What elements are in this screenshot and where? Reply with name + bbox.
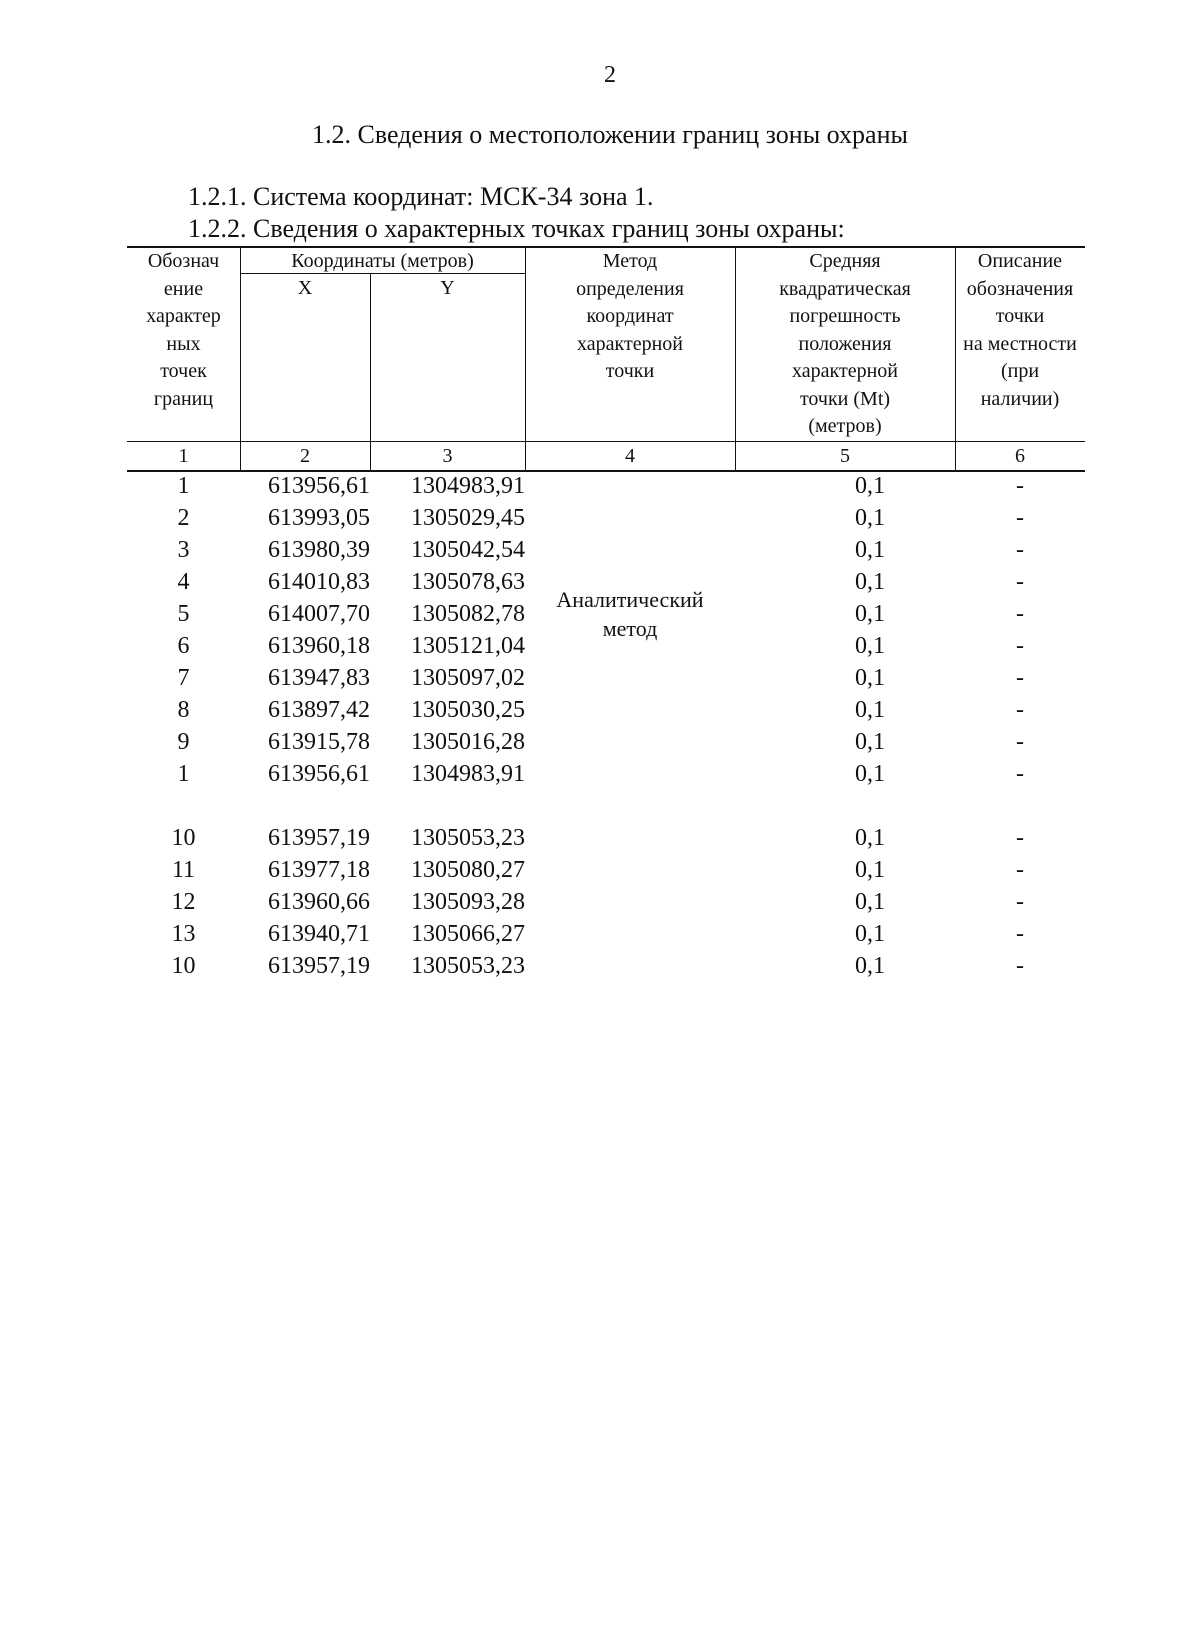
point-number: 12 <box>171 889 196 915</box>
header-x: X <box>297 277 313 299</box>
y-coordinate: 1305030,25 <box>411 697 525 723</box>
point-description: - <box>1016 889 1024 915</box>
column-number: 3 <box>442 445 453 467</box>
header-coordinates: Координаты (метров) <box>291 250 474 272</box>
x-coordinate: 613993,05 <box>268 505 370 531</box>
point-description: - <box>1016 729 1024 755</box>
mean-square-error: 0,1 <box>855 473 885 499</box>
x-coordinate: 613956,61 <box>268 473 370 499</box>
table-row <box>0 726 1200 758</box>
mean-square-error: 0,1 <box>855 761 885 787</box>
header-method: Метод определения координат характерной точки <box>576 250 684 382</box>
mean-square-error: 0,1 <box>855 665 885 691</box>
point-description: - <box>1016 825 1024 851</box>
table-row <box>0 694 1200 726</box>
point-description: - <box>1016 569 1024 595</box>
x-coordinate: 614007,70 <box>268 601 370 627</box>
mean-square-error: 0,1 <box>855 697 885 723</box>
column-numbers-divider <box>127 441 1085 442</box>
point-description: - <box>1016 761 1024 787</box>
mean-square-error: 0,1 <box>855 889 885 915</box>
table-header <box>127 246 1085 472</box>
mean-square-error: 0,1 <box>855 921 885 947</box>
point-number: 8 <box>177 697 190 723</box>
y-coordinate: 1305029,45 <box>411 505 525 531</box>
table-row <box>0 662 1200 694</box>
section-title: 1.2. Сведения о местоположении границ зоны охраны <box>312 120 908 149</box>
point-description: - <box>1016 697 1024 723</box>
mean-square-error: 0,1 <box>855 953 885 979</box>
x-coordinate: 614010,83 <box>268 569 370 595</box>
point-number: 5 <box>177 601 190 627</box>
point-number: 2 <box>177 505 190 531</box>
point-number: 7 <box>177 665 190 691</box>
point-number: 1 <box>177 761 190 787</box>
mean-square-error: 0,1 <box>855 601 885 627</box>
point-description: - <box>1016 537 1024 563</box>
table-row <box>0 470 1200 502</box>
point-number: 11 <box>171 857 196 883</box>
column-number: 6 <box>1015 445 1025 467</box>
x-coordinate: 613947,83 <box>268 665 370 691</box>
point-description: - <box>1016 857 1024 883</box>
point-number: 6 <box>177 633 190 659</box>
x-coordinate: 613957,19 <box>268 953 370 979</box>
y-coordinate: 1304983,91 <box>411 473 525 499</box>
point-description: - <box>1016 665 1024 691</box>
table-row <box>0 918 1200 950</box>
point-number: 3 <box>177 537 190 563</box>
y-coordinate: 1305078,63 <box>411 569 525 595</box>
point-number: 10 <box>171 953 196 979</box>
y-coordinate: 1305066,27 <box>411 921 525 947</box>
header-description: Описание обозначения точки на местности (при наличии) <box>963 250 1077 410</box>
mean-square-error: 0,1 <box>855 825 885 851</box>
y-coordinate: 1305121,04 <box>411 633 525 659</box>
table-row <box>0 758 1200 790</box>
mean-square-error: 0,1 <box>855 505 885 531</box>
y-coordinate: 1305080,27 <box>411 857 525 883</box>
x-coordinate: 613940,71 <box>268 921 370 947</box>
point-description: - <box>1016 601 1024 627</box>
y-coordinate: 1305042,54 <box>411 537 525 563</box>
table-row <box>0 886 1200 918</box>
table-row <box>0 822 1200 854</box>
mean-square-error: 0,1 <box>855 537 885 563</box>
table-row <box>0 854 1200 886</box>
header-error: Средняя квадратическая погрешность положения характерной точки (Mt) (метров) <box>779 250 911 437</box>
column-number: 1 <box>178 445 189 467</box>
table-row <box>0 534 1200 566</box>
point-number: 1 <box>177 473 190 499</box>
x-coordinate: 613915,78 <box>268 729 370 755</box>
point-description: - <box>1016 633 1024 659</box>
y-coordinate: 1305093,28 <box>411 889 525 915</box>
mean-square-error: 0,1 <box>855 569 885 595</box>
y-coordinate: 1305082,78 <box>411 601 525 627</box>
x-coordinate: 613977,18 <box>268 857 370 883</box>
mean-square-error: 0,1 <box>855 857 885 883</box>
header-point: Обознач ение характер ных точек границ <box>146 250 221 410</box>
y-coordinate: 1305053,23 <box>411 953 525 979</box>
x-coordinate: 613897,42 <box>268 697 370 723</box>
x-coordinate: 613956,61 <box>268 761 370 787</box>
y-coordinate: 1305097,02 <box>411 665 525 691</box>
page-number: 2 <box>604 62 616 88</box>
point-number: 10 <box>171 825 196 851</box>
column-number: 4 <box>625 445 635 467</box>
y-coordinate: 1304983,91 <box>411 761 525 787</box>
x-coordinate: 613957,19 <box>268 825 370 851</box>
point-number: 9 <box>177 729 190 755</box>
point-description: - <box>1016 505 1024 531</box>
point-description: - <box>1016 953 1024 979</box>
x-coordinate: 613960,66 <box>268 889 370 915</box>
mean-square-error: 0,1 <box>855 633 885 659</box>
column-number: 5 <box>840 445 850 467</box>
table-row <box>0 502 1200 534</box>
mean-square-error: 0,1 <box>855 729 885 755</box>
header-y: Y <box>440 277 455 299</box>
method-value: Аналитический метод <box>556 587 704 641</box>
point-number: 13 <box>171 921 196 947</box>
point-description: - <box>1016 473 1024 499</box>
coordinate-system-line: 1.2.1. Система координат: МСК-34 зона 1. <box>188 182 654 211</box>
points-caption: 1.2.2. Сведения о характерных точках границ зоны охраны: <box>188 214 845 243</box>
point-number: 4 <box>177 569 190 595</box>
table-row <box>0 950 1200 982</box>
column-number: 2 <box>300 445 310 467</box>
point-description: - <box>1016 921 1024 947</box>
x-coordinate: 613980,39 <box>268 537 370 563</box>
y-coordinate: 1305053,23 <box>411 825 525 851</box>
y-coordinate: 1305016,28 <box>411 729 525 755</box>
x-coordinate: 613960,18 <box>268 633 370 659</box>
